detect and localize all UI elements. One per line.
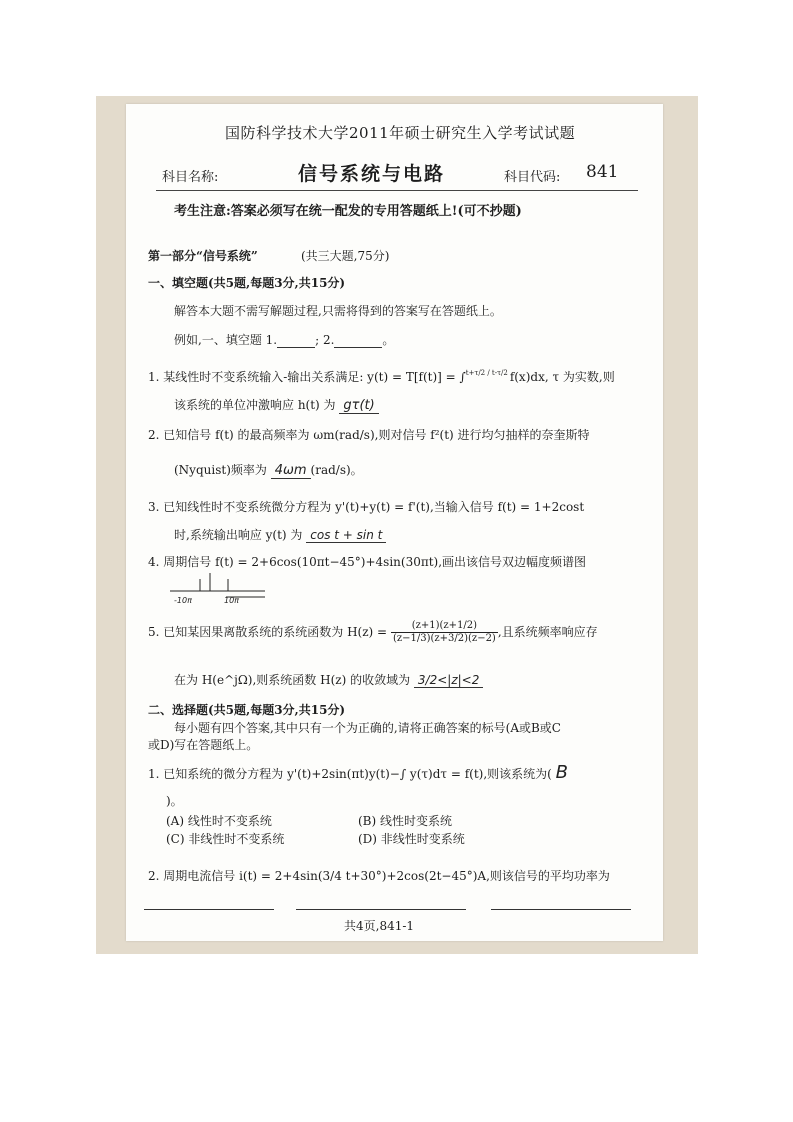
q2-line1: 2. 已知信号 f(t) 的最高频率为 ωm(rad/s),则对信号 f²(t) 进行均匀抽样的奈奎斯特 [148,428,590,442]
q3-stem2: 时,系统输出响应 y(t) 为 [174,528,303,542]
q5-stem: 5. 已知某因果离散系统的系统函数为 H(z) = [148,625,388,639]
s2q1-line1 [148,762,569,783]
q4-sketch-label-neg: -10π [174,596,192,605]
q2-answer: 4ωm [271,464,311,479]
q5-numerator: (z+1)(z+1/2) [391,620,498,633]
q5-stem2: 在为 H(e^jΩ),则系统函数 H(z) 的收敛域为 [174,673,411,687]
q3-line2 [174,528,386,543]
option-a: (A) 线性时不变系统 [166,814,272,828]
q1-tail: f(x)dx, τ 为实数,则 [509,370,615,384]
q1-line1 [148,370,615,386]
q4-line1: 4. 周期信号 f(t) = 2+6cos(10πt−45°)+4sin(30πt),画出该信号双边幅度频谱图 [148,555,587,569]
footer-rule-right [491,909,631,910]
exam-title: 国防科学技术大学2011年硕士研究生入学考试试题 [225,124,576,142]
example-blank-2 [334,333,382,348]
q3-line1: 3. 已知线性时不变系统微分方程为 y'(t)+y(t) = f'(t),当输入信号 f(t) = 1+2cost [148,500,585,514]
part1-heading: 第一部分“信号系统” [148,249,258,263]
subject-name: 信号系统与电路 [298,163,446,185]
exam-notice: 考生注意:答案必须写在统一配发的专用答题纸上!(可不抄题) [174,204,522,219]
q5-fraction [391,620,498,645]
s2q1-close: )。 [166,794,183,808]
q5-answer: 3/2<|z|<2 [414,673,483,688]
q5-denominator: (z−1/3)(z+3/2)(z−2) [392,633,496,644]
q5-tail: ,且系统频率响应存 [497,625,598,639]
option-b: (B) 线性时变系统 [358,814,452,828]
section2-instructions-1: 每小题有四个答案,其中只有一个为正确的,请将正确答案的标号(A或B或C [174,721,561,735]
section1-heading: 一、填空题(共5题,每题3分,共15分) [148,276,346,290]
s2q1-stem: 1. 已知系统的微分方程为 y'(t)+2sin(πt)y(t)−∫ y(τ)dτ = f(t),则该系统为( [148,767,552,781]
scan-frame [96,96,698,954]
code-label: 科目代码: [504,170,561,185]
footer-rule-left [144,909,274,910]
q2-stem2: (Nyquist)频率为 [174,463,267,477]
header-rule [156,190,638,191]
part1-meta: (共三大题,75分) [301,249,390,263]
s2q2-line1: 2. 周期电流信号 i(t) = 2+4sin(3/4 t+30°)+2cos(2t−45°)A,则该信号的平均功率为 [148,869,610,883]
q1-stem2: 该系统的单位冲激响应 h(t) 为 [174,398,336,412]
section1-example [174,333,394,348]
s2q1-answer: B [555,762,569,783]
q1-line2 [174,398,379,414]
q1-limits: t+τ/2 / t-τ/2 [465,369,508,377]
q4-sketch-label-pos: 10π [224,596,239,605]
q1-stem: 1. 某线性时不变系统输入-输出关系满足: y(t) = T[f(t)] = ∫ [148,370,466,384]
example-end: 。 [382,333,395,347]
example-prefix: 例如,一、填空题 1. [174,333,278,347]
footer-rule-mid [296,909,466,910]
example-blank-1 [277,333,315,348]
section1-instructions: 解答本大题不需写解题过程,只需将得到的答案写在答题纸上。 [174,304,502,318]
exam-page [126,104,663,941]
code-value: 841 [586,162,619,182]
page-footer: 共4页,841-1 [344,919,415,933]
subject-label: 科目名称: [162,170,219,185]
section2-heading: 二、选择题(共5题,每题3分,共15分) [148,703,346,717]
q3-answer: cos t + sin t [306,528,386,543]
q5-line2 [174,673,483,688]
option-d: (D) 非线性时变系统 [358,832,465,846]
example-mid: ; 2. [315,333,335,347]
section2-instructions-2: 或D)写在答题纸上。 [148,738,259,752]
q1-answer: gτ(t) [339,399,378,414]
q5-line1 [148,620,598,645]
option-c: (C) 非线性时不变系统 [166,832,285,846]
q2-tail: (rad/s)。 [310,463,363,477]
q2-line2 [174,463,363,479]
